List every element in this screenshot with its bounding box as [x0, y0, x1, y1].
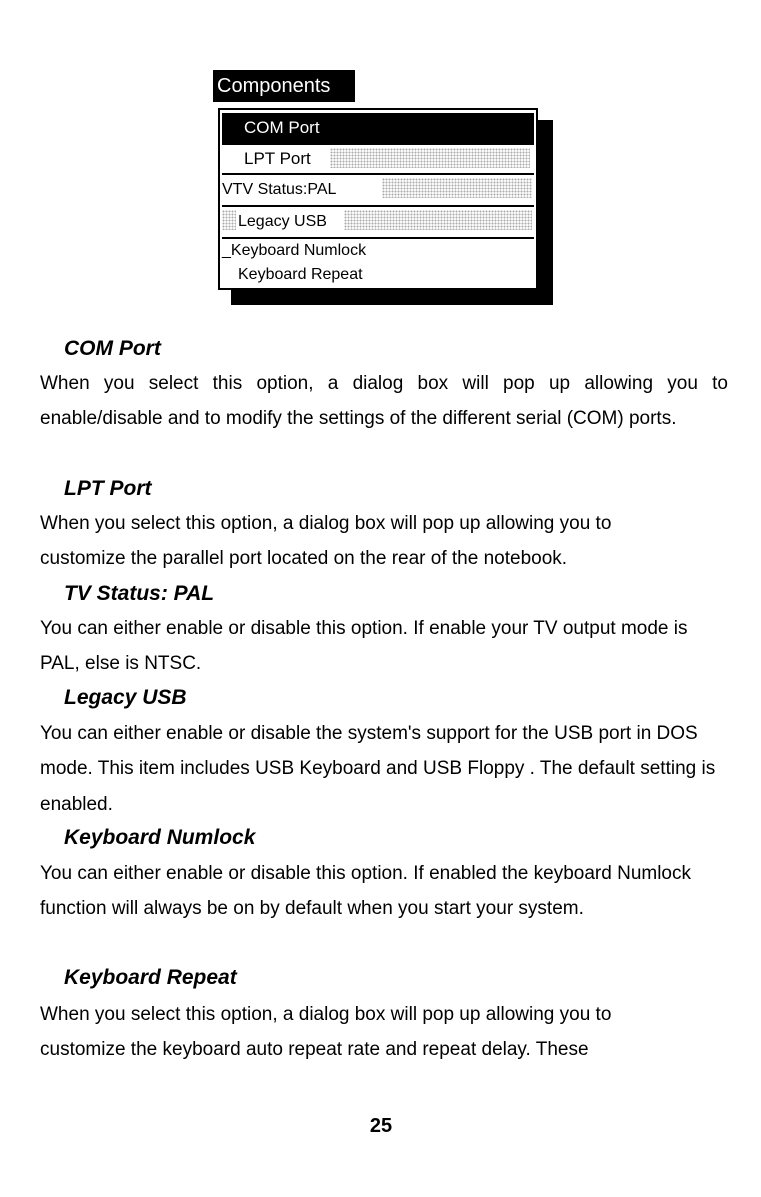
dither-pattern [330, 148, 530, 168]
menu-item-label: _Keyboard Numlock [222, 242, 367, 259]
section-body-tv-status: You can either enable or disable this option. If enable your TV output mode is PAL, else is NTSC. [40, 618, 688, 675]
menu-item-legacy-usb[interactable] [222, 207, 534, 239]
components-menu [218, 108, 538, 290]
section-body-legacy-usb: You can either enable or disable the system's support for the USB port in DOS mode. This item includes USB Keyboard and USB Floppy . The default setting is enabled. [40, 723, 716, 815]
dither-pattern [344, 210, 532, 230]
section-body-keyboard-numlock: You can either enable or disable this option. If enabled the keyboard Numlock function will always be on by default when you start your system. [40, 863, 692, 920]
menu-item-tv-status[interactable] [222, 175, 534, 207]
menu-item-com-port[interactable] [222, 113, 534, 145]
menu-item-label: VTV Status:PAL [222, 181, 337, 198]
menu-item-label: COM Port [244, 118, 320, 137]
menu-item-keyboard-numlock[interactable] [222, 239, 534, 263]
section-heading-keyboard-numlock: Keyboard Numlock [64, 826, 256, 849]
section-body-com-port: When you select this option, a dialog box will pop up allowing you to enable/disable and to modify the settings of the different serial (COM) ports. [40, 373, 728, 430]
menu-item-lpt-port[interactable] [222, 145, 534, 175]
section-body-lpt-port: When you select this option, a dialog box will pop up allowing you to customize the parallel port located on the rear of the notebook. [40, 513, 612, 570]
dither-pattern [382, 178, 532, 198]
section-heading-legacy-usb: Legacy USB [64, 686, 187, 709]
menu-item-label: LPT Port [244, 149, 311, 168]
section-heading-keyboard-repeat: Keyboard Repeat [64, 966, 237, 989]
components-menu-title: Components [213, 70, 355, 102]
section-heading-lpt-port: LPT Port [64, 477, 152, 500]
page-number: 25 [369, 1115, 393, 1137]
section-body-keyboard-repeat: When you select this option, a dialog box will pop up allowing you to customize the keyboard auto repeat rate and repeat delay. These [40, 1004, 612, 1061]
section-heading-tv-status: TV Status: PAL [64, 582, 215, 605]
dither-pattern [222, 210, 236, 230]
menu-item-keyboard-repeat[interactable] [222, 263, 534, 287]
section-heading-com-port: COM Port [64, 337, 161, 360]
menu-item-label: Keyboard Repeat [238, 266, 363, 283]
menu-item-label: Legacy USB [238, 213, 327, 230]
